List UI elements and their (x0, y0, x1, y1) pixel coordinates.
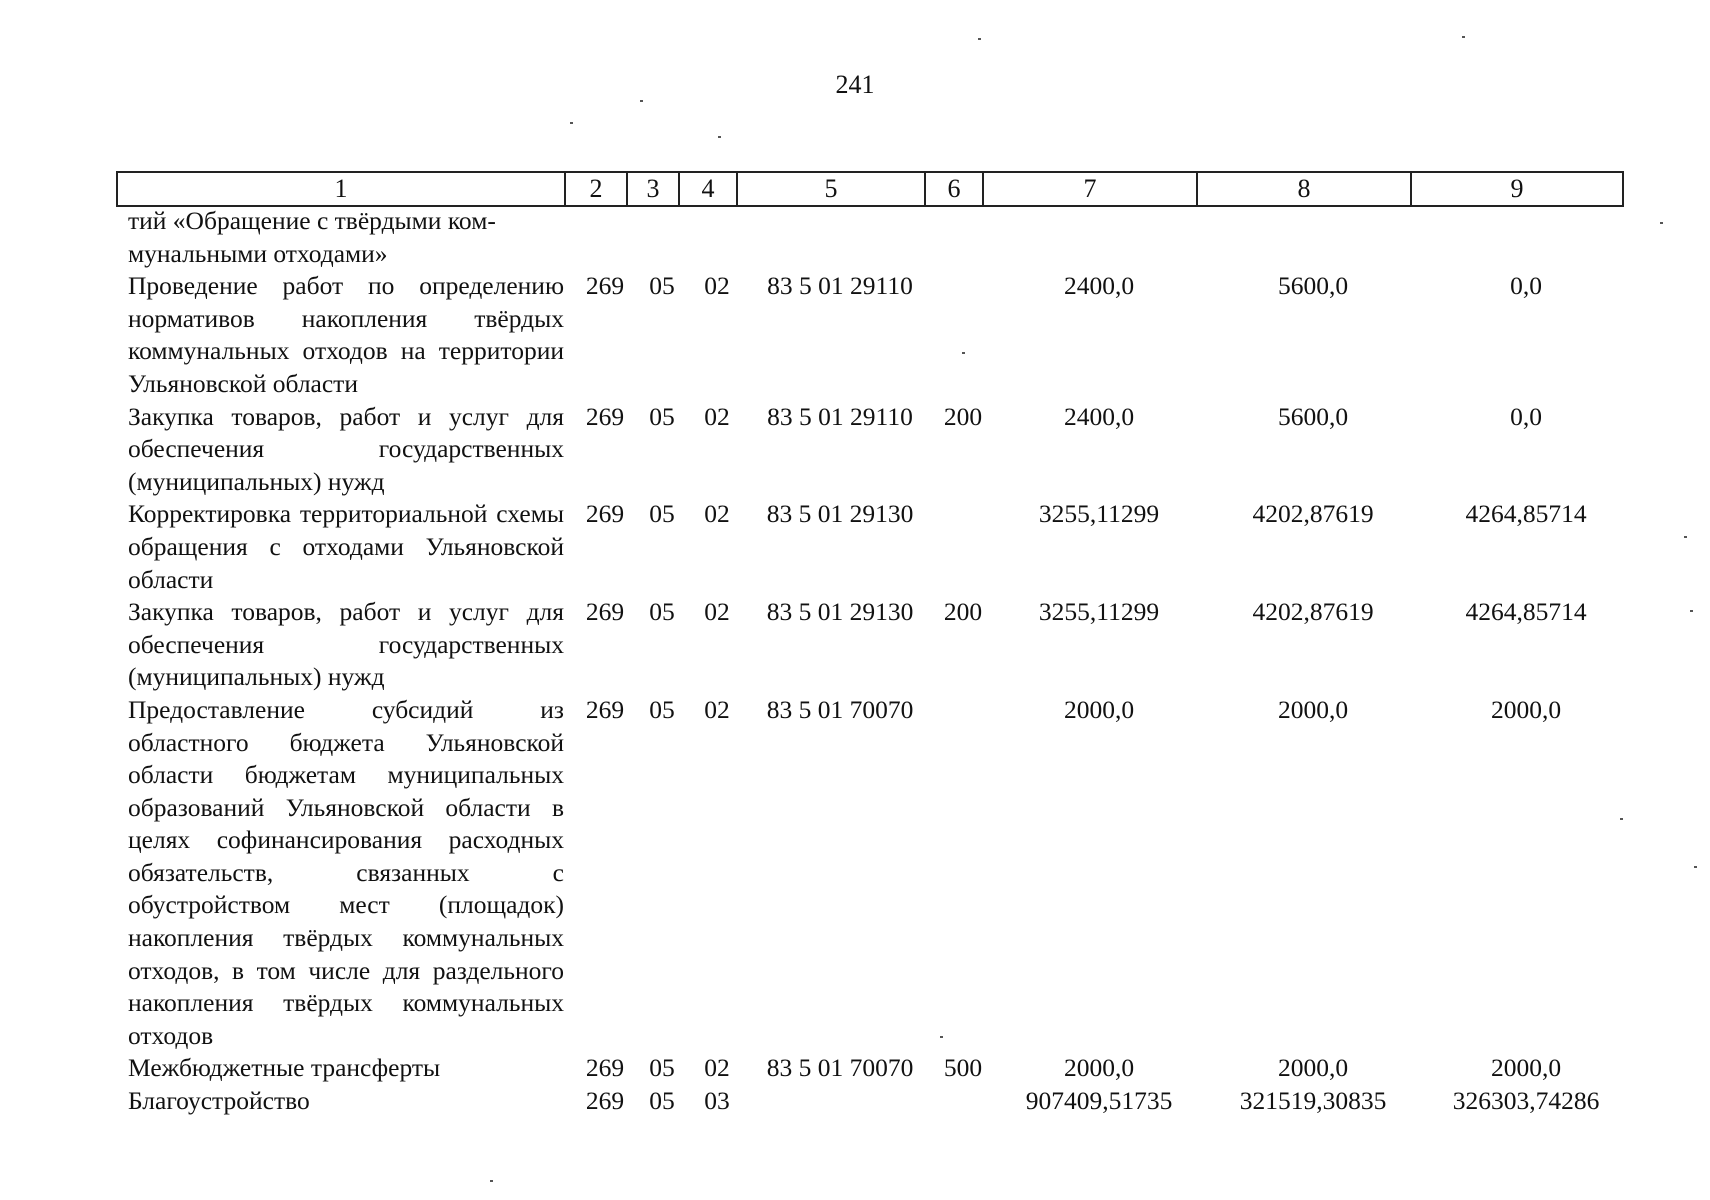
row-description: Межбюджетные трансферты (128, 1053, 441, 1083)
scan-speck (940, 1036, 943, 1038)
row-target: 83 5 01 29130 (766, 499, 914, 529)
column-header-4: 4 (679, 172, 737, 206)
table-row (116, 1052, 1632, 1085)
scan-speck (640, 100, 643, 102)
column-number-row (117, 172, 1623, 206)
row-ministry: 269 (585, 1086, 625, 1116)
row-year3: 4264,85714 (1465, 597, 1587, 627)
row-year1: 2000,0 (1063, 694, 1135, 724)
row-target: 83 5 01 29110 (767, 271, 913, 301)
table-row (116, 498, 1632, 596)
row-year3: 4264,85714 (1465, 499, 1587, 529)
row-year1: 2400,0 (1063, 401, 1135, 431)
row-target: 83 5 01 29130 (766, 597, 914, 627)
row-subsection: 02 (704, 1053, 730, 1083)
scan-speck (1462, 36, 1465, 38)
column-header-1: 1 (117, 172, 565, 206)
row-description: Проведение работ по определению нормативов накопления твёрдых коммунальных отходов на территории Ульяновской области (128, 271, 564, 398)
table-row (116, 694, 1632, 1053)
row-section: 05 (649, 271, 675, 301)
row-ministry: 269 (585, 597, 625, 627)
row-year1 (992, 205, 1206, 270)
row-year2 (1206, 205, 1420, 270)
column-header-5: 5 (737, 172, 925, 206)
row-subsection: 02 (704, 597, 730, 627)
table-row (116, 401, 1632, 499)
row-ministry: 269 (585, 694, 625, 724)
column-header-2: 2 (565, 172, 627, 206)
row-year1: 2000,0 (1063, 1053, 1135, 1083)
row-year3: 0,0 (1510, 271, 1542, 301)
row-description: тий «Обращение с твёрдыми ком- мунальными отходами» (128, 206, 496, 268)
row-year2: 2000,0 (1277, 1053, 1349, 1083)
scan-speck (570, 122, 573, 124)
column-header-3: 3 (627, 172, 679, 206)
scan-speck (1660, 222, 1663, 224)
row-target: 83 5 01 70070 (766, 694, 914, 724)
row-section: 05 (649, 1086, 675, 1116)
row-subsection (688, 205, 746, 270)
row-year2: 2000,0 (1277, 694, 1349, 724)
table-row (116, 596, 1632, 694)
row-year3: 326303,74286 (1452, 1086, 1600, 1116)
row-section (636, 205, 688, 270)
row-year3: 2000,0 (1490, 694, 1562, 724)
row-target: 83 5 01 70070 (766, 1053, 914, 1083)
table-row (116, 205, 1632, 270)
row-expense-type (934, 1085, 992, 1118)
table-row (116, 270, 1632, 400)
row-year2: 5600,0 (1277, 401, 1349, 431)
scan-speck (1684, 536, 1687, 538)
row-expense-type (934, 270, 992, 400)
row-expense-type: 200 (943, 401, 983, 431)
row-ministry: 269 (585, 401, 625, 431)
row-section: 05 (649, 597, 675, 627)
row-year3: 2000,0 (1490, 1053, 1562, 1083)
scan-speck (1690, 610, 1693, 612)
scan-speck (1694, 866, 1697, 868)
row-description: Предоставление субсидий из областного бюджета Ульяновской области бюджетам муниципальных образований Ульяновской области в целях софинансирования расходных обязательств, связанных с обустройством мест (площадок) накопления твёрдых коммунальных отходов, в том числе для раздельного накопления твёрдых коммунальных отходов (128, 694, 564, 1050)
table-row (116, 1085, 1632, 1118)
row-year1: 3255,11299 (1038, 597, 1160, 627)
column-header-7: 7 (983, 172, 1197, 206)
row-ministry (574, 205, 636, 270)
row-year1: 907409,51735 (1025, 1086, 1173, 1116)
row-description: Закупка товаров, работ и услуг для обеспечения государственных (муниципальных) нужд (128, 597, 564, 692)
row-expense-type: 200 (943, 597, 983, 627)
row-ministry: 269 (585, 1053, 625, 1083)
row-subsection: 02 (704, 271, 730, 301)
row-expense-type (934, 498, 992, 596)
row-year2: 4202,87619 (1252, 499, 1374, 529)
row-section: 05 (649, 401, 675, 431)
scan-speck (490, 1180, 493, 1182)
row-target (746, 205, 934, 270)
budget-table (116, 205, 1632, 1118)
row-expense-type (934, 205, 992, 270)
row-section: 05 (649, 694, 675, 724)
page-number: 241 (835, 70, 875, 99)
row-year2: 5600,0 (1277, 271, 1349, 301)
row-expense-type (934, 694, 992, 1053)
column-header-6: 6 (925, 172, 983, 206)
row-ministry: 269 (585, 499, 625, 529)
row-year3 (1420, 205, 1632, 270)
row-target (746, 1085, 934, 1118)
column-header-8: 8 (1197, 172, 1411, 206)
row-year1: 3255,11299 (1038, 499, 1160, 529)
scan-speck (978, 38, 981, 40)
scan-speck (1620, 818, 1623, 820)
row-subsection: 02 (704, 401, 730, 431)
row-section: 05 (649, 499, 675, 529)
row-section: 05 (649, 1053, 675, 1083)
row-year1: 2400,0 (1063, 271, 1135, 301)
row-year2: 4202,87619 (1252, 597, 1374, 627)
row-year2: 321519,30835 (1239, 1086, 1387, 1116)
row-year3: 0,0 (1510, 401, 1542, 431)
row-subsection: 02 (704, 499, 730, 529)
scan-speck (718, 136, 721, 138)
row-target: 83 5 01 29110 (767, 401, 913, 431)
row-subsection: 03 (704, 1086, 730, 1116)
scan-speck (962, 352, 965, 354)
row-description: Корректировка территориальной схемы обращения с отходами Ульяновской области (128, 499, 564, 594)
row-subsection: 02 (704, 694, 730, 724)
column-header-9: 9 (1411, 172, 1623, 206)
row-description: Благоустройство (128, 1086, 310, 1116)
column-header-table (116, 171, 1624, 207)
row-expense-type: 500 (943, 1053, 983, 1083)
row-ministry: 269 (585, 271, 625, 301)
row-description: Закупка товаров, работ и услуг для обеспечения государственных (муниципальных) нужд (128, 401, 564, 496)
